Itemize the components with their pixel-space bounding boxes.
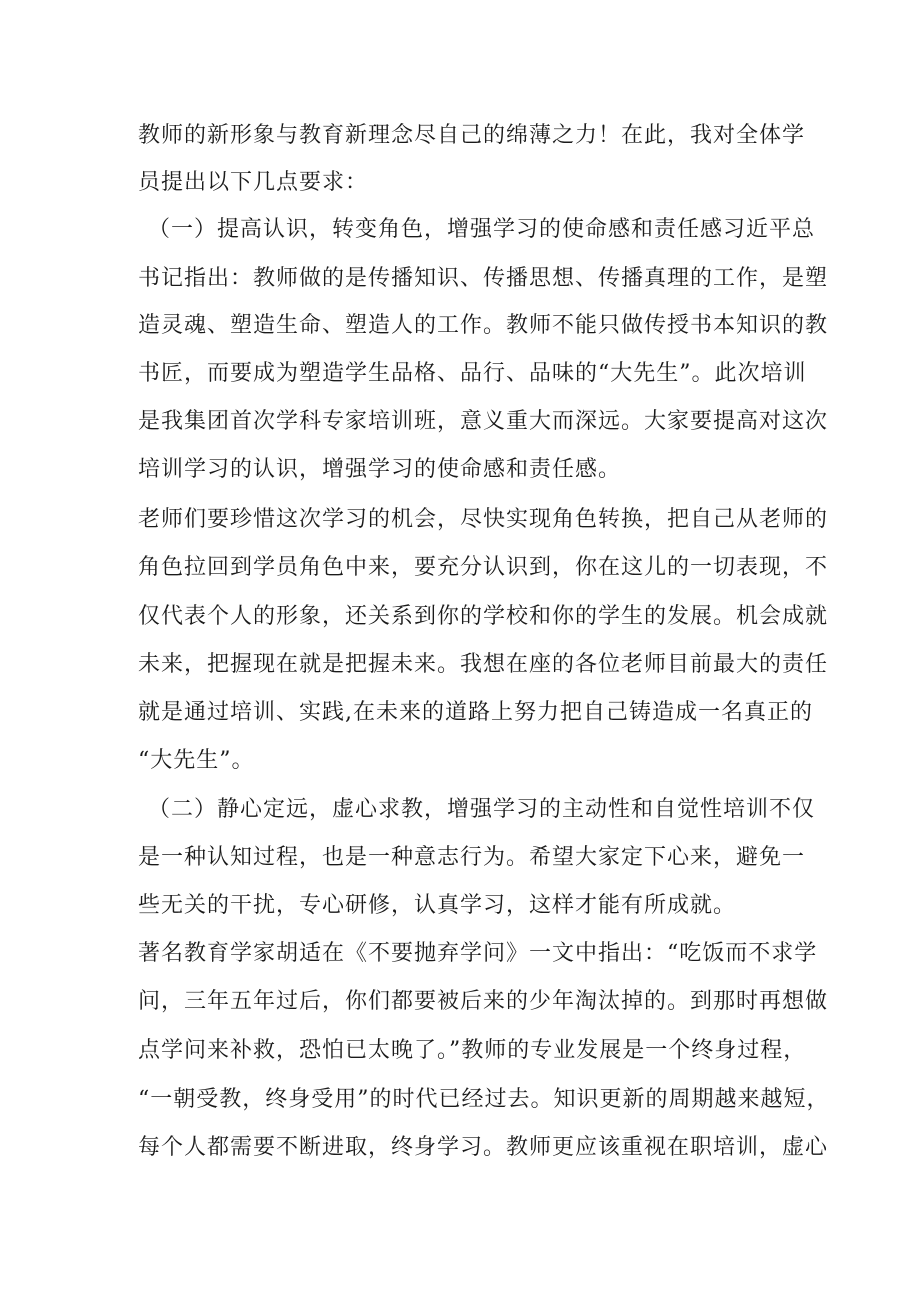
text-line: 角色拉回到学员角色中来，要充分认识到，你在这儿的一切表现，不 bbox=[138, 555, 829, 580]
text-line: 著名教育学家胡适在《不要抛弃学问》一文中指出：“吃饭而不求学 bbox=[138, 941, 818, 966]
text-line: 是我集团首次学科专家培训班，意义重大而深远。大家要提高对这次 bbox=[138, 409, 829, 434]
text-line: 些无关的干扰，专心研修，认真学习，这样才能有所成就。 bbox=[138, 893, 737, 918]
text-line: 仅代表个人的形象，还关系到你的学校和你的学生的发展。机会成就 bbox=[138, 604, 829, 629]
text-line: 老师们要珍惜这次学习的机会，尽快实现角色转换，把自己从老师的 bbox=[138, 507, 829, 532]
text-line: 就是通过培训、实践,在未来的道路上努力把自己铸造成一名真正的 bbox=[138, 700, 813, 725]
text-line: 培训学习的认识，增强学习的使命感和责任感。 bbox=[138, 457, 622, 482]
text-line: 教师的新形象与教育新理念尽自己的绵薄之力！在此，我对全体学 bbox=[138, 123, 806, 148]
text-line: 书记指出：教师做的是传播知识、传播思想、传播真理的工作，是塑 bbox=[138, 266, 829, 291]
text-line: 点学问来补救，恐怕已太晚了。”教师的专业发展是一个终身过程， bbox=[138, 1038, 807, 1063]
text-line: 员提出以下几点要求： bbox=[138, 170, 369, 195]
text-line: 是一种认知过程，也是一种意志行为。希望大家定下心来，避免一 bbox=[138, 845, 806, 870]
text-line: （二）静心定远，虚心求教，增强学习的主动性和自觉性培训不仅 bbox=[148, 797, 816, 822]
text-line: 造灵魂、塑造生命、塑造人的工作。教师不能只做传授书本知识的教 bbox=[138, 313, 829, 338]
text-line: “一朝受教，终身受用”的时代已经过去。知识更新的周期越来越短， bbox=[138, 1087, 830, 1112]
text-line: “大先生”。 bbox=[138, 748, 255, 773]
text-line: 问，三年五年过后，你们都要被后来的少年淘汰掉的。到那时再想做 bbox=[138, 989, 829, 1014]
text-line: 每个人都需要不断进取，终身学习。教师更应该重视在职培训，虚心 bbox=[138, 1135, 829, 1160]
text-line: （一）提高认识，转变角色，增强学习的使命感和责任感习近平总 bbox=[148, 217, 816, 242]
text-line: 书匠，而要成为塑造学生品格、品行、品味的“大先生”。此次培训 bbox=[138, 361, 807, 386]
text-line: 未来，把握现在就是把握未来。我想在座的各位老师目前最大的责任 bbox=[138, 652, 829, 677]
